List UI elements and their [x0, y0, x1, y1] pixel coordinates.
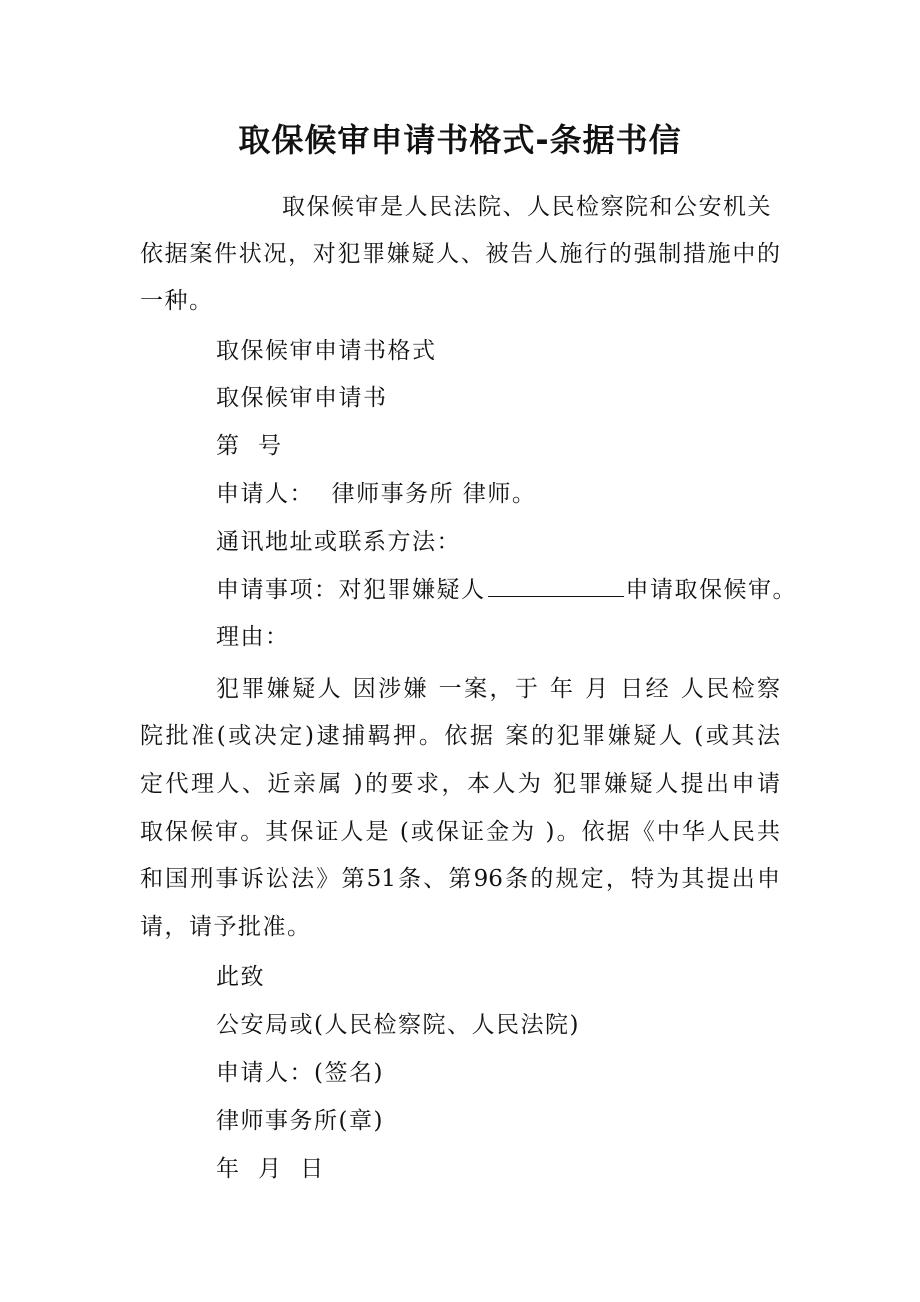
matter-suffix: 申请取保候审。	[625, 577, 797, 603]
document-title: 取保候审申请书格式-条据书信	[238, 121, 682, 159]
intro-line-3: 一种。	[140, 288, 214, 314]
reason-label: 理由：	[216, 624, 290, 650]
reason-line-2: 院批准(或决定)逮捕羁押。依据 案的犯罪嫌疑人 (或其法	[140, 723, 780, 749]
closing-line: 此致	[216, 964, 265, 990]
signature-line: 申请人：(签名)	[216, 1060, 384, 1086]
reason-line-1: 犯罪嫌疑人 因涉嫌 一案，于 年 月 日经 人民检察	[216, 676, 780, 702]
reason-line-4: 取保候审。其保证人是 (或保证金为 )。依据《中华人民共	[140, 819, 780, 845]
intro-line-1: 取保候审是人民法院、人民检察院和公安机关	[282, 194, 772, 220]
contact-line: 通讯地址或联系方法：	[216, 529, 461, 555]
recipient-line: 公安局或(人民检察院、人民法院)	[216, 1012, 580, 1038]
reason-line-3: 定代理人、近亲属 )的要求，本人为 犯罪嫌疑人提出申请	[140, 771, 780, 797]
firm-seal-line: 律师事务所(章)	[216, 1108, 384, 1134]
number-line: 第 号	[216, 433, 283, 459]
matter-prefix: 申请事项：对犯罪嫌疑人	[216, 577, 486, 603]
matter-line	[216, 573, 797, 607]
heading-format: 取保候审申请书格式	[216, 338, 437, 364]
name-blank	[488, 576, 624, 597]
heading-document: 取保候审申请书	[216, 385, 388, 411]
applicant-line: 申请人： 律师事务所 律师。	[216, 481, 537, 507]
reason-line-6: 请，请予批准。	[140, 914, 312, 940]
date-line: 年 月 日	[216, 1156, 325, 1182]
intro-line-2: 依据案件状况，对犯罪嫌疑人、被告人施行的强制措施中的	[140, 241, 780, 267]
reason-line-5: 和国刑事诉讼法》第51条、第96条的规定，特为其提出申	[140, 866, 780, 892]
